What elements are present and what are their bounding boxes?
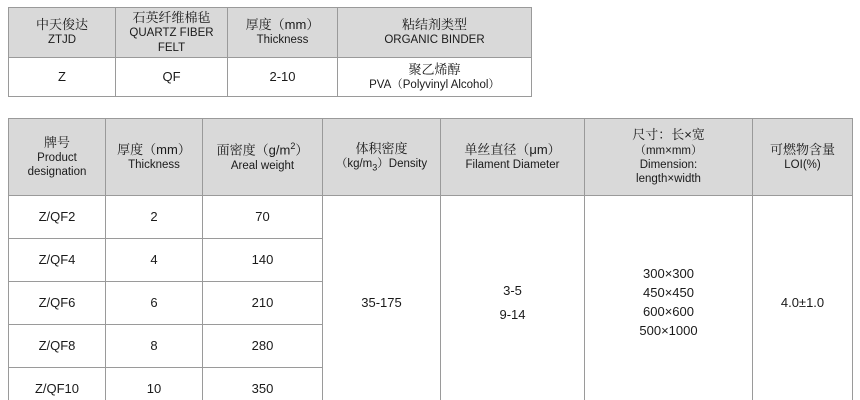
header-cell-dimension-en: （mm×mm） bbox=[634, 144, 703, 157]
header-cell-thickness-en: Thickness bbox=[128, 158, 180, 171]
dimension-value-4: 500×1000 bbox=[639, 322, 698, 338]
header-cell-designation-en2: designation bbox=[27, 166, 87, 179]
header-cell-thickness-cn: 厚度（mm） bbox=[245, 17, 320, 33]
header-cell-filament-diameter bbox=[441, 119, 585, 196]
header-cell-filament-diameter-cn: 单丝直径（μm） bbox=[464, 141, 561, 157]
cell-thickness: 8 bbox=[106, 325, 203, 368]
cell-designation: Z/QF10 bbox=[9, 368, 106, 400]
dimension-value-3: 600×600 bbox=[643, 304, 694, 319]
product-code-table bbox=[8, 7, 532, 97]
cell-designation: Z/QF2 bbox=[9, 196, 106, 239]
cell-areal-weight: 280 bbox=[203, 325, 323, 368]
header-cell-brand-en: ZTJD bbox=[47, 34, 77, 47]
value-cell-brand-code: Z bbox=[9, 58, 116, 97]
header-cell-density bbox=[323, 119, 441, 196]
value-cell-binder-cn: 聚乙烯醇 bbox=[408, 61, 461, 77]
cell-thickness: 6 bbox=[106, 282, 203, 325]
header-cell-density-cn: 体积密度 bbox=[355, 140, 408, 156]
value-cell-thickness: 2-10 bbox=[228, 58, 338, 97]
cell-density-merged: 35-175 bbox=[323, 196, 441, 400]
table-row-values bbox=[9, 58, 532, 97]
spacer bbox=[444, 299, 581, 307]
header-cell-areal-weight-cn: 面密度$(g/m^2)$ bbox=[216, 141, 309, 158]
value-cell-material-code: QF bbox=[116, 58, 228, 97]
cell-dimension-merged bbox=[585, 196, 753, 400]
table-row bbox=[9, 196, 853, 239]
header-cell-areal-weight-en: Areal weight bbox=[230, 159, 295, 172]
value-cell-binder-en: PVA（Polyvinyl Alcohol） bbox=[369, 78, 500, 91]
cell-areal-weight: 70 bbox=[203, 196, 323, 239]
header-cell-dimension-cn: 尺寸：长×宽 bbox=[632, 127, 705, 143]
header-cell-filament-diameter-en: Filament Diameter bbox=[465, 158, 560, 171]
header-cell-dimension-en2: Dimension: bbox=[639, 158, 698, 171]
cell-designation: Z/QF6 bbox=[9, 282, 106, 325]
cell-loi-merged: 4.0±1.0 bbox=[753, 196, 853, 400]
header-cell-designation-en: Product bbox=[37, 151, 77, 164]
cell-designation: Z/QF4 bbox=[9, 239, 106, 282]
header-cell-loi bbox=[753, 119, 853, 196]
header-cell-thickness-cn: 厚度（mm） bbox=[117, 141, 191, 157]
header-cell-designation-cn: 牌号 bbox=[43, 134, 70, 150]
header-cell-dimension-en3: length×width bbox=[636, 173, 701, 186]
cell-thickness: 10 bbox=[106, 368, 203, 400]
cell-filament-diameter-merged bbox=[441, 196, 585, 400]
header-cell-dimension bbox=[585, 119, 753, 196]
header-cell-density-en: $(kg/m_3)Density$ bbox=[335, 157, 428, 173]
cell-areal-weight: 350 bbox=[203, 368, 323, 400]
table-row-header bbox=[9, 119, 853, 196]
header-cell-material bbox=[116, 8, 228, 58]
cell-thickness: 2 bbox=[106, 196, 203, 239]
filament-diameter-value-1: 3-5 bbox=[503, 282, 522, 298]
header-cell-material-cn: 石英纤维棉毡 bbox=[132, 10, 211, 25]
value-cell-binder bbox=[338, 58, 532, 97]
cell-thickness: 4 bbox=[106, 239, 203, 282]
header-cell-areal-weight bbox=[203, 119, 323, 196]
filament-diameter-value-2: 9-14 bbox=[499, 307, 526, 322]
header-cell-binder-cn: 粘结剂类型 bbox=[401, 17, 467, 33]
header-cell-thickness-en: Thickness bbox=[256, 34, 309, 47]
header-cell-brand bbox=[9, 8, 116, 58]
header-cell-brand-cn: 中天俊达 bbox=[35, 17, 88, 33]
specification-table bbox=[8, 118, 853, 400]
cell-areal-weight: 210 bbox=[203, 282, 323, 325]
header-cell-thickness bbox=[106, 119, 203, 196]
dimension-value-2: 450×450 bbox=[643, 285, 694, 301]
header-cell-material-en: QUARTZ FIBER FELT bbox=[129, 27, 214, 54]
cell-areal-weight: 140 bbox=[203, 239, 323, 282]
table-row-header bbox=[9, 8, 532, 58]
dimension-value-1: 300×300 bbox=[643, 266, 694, 282]
header-cell-designation bbox=[9, 119, 106, 196]
header-cell-loi-en: LOI(%) bbox=[784, 158, 821, 171]
header-cell-loi-cn: 可燃物含量 bbox=[769, 141, 835, 157]
header-cell-thickness bbox=[228, 8, 338, 58]
cell-designation: Z/QF8 bbox=[9, 325, 106, 368]
header-cell-binder-en: ORGANIC BINDER bbox=[384, 34, 485, 47]
header-cell-binder bbox=[338, 8, 532, 58]
